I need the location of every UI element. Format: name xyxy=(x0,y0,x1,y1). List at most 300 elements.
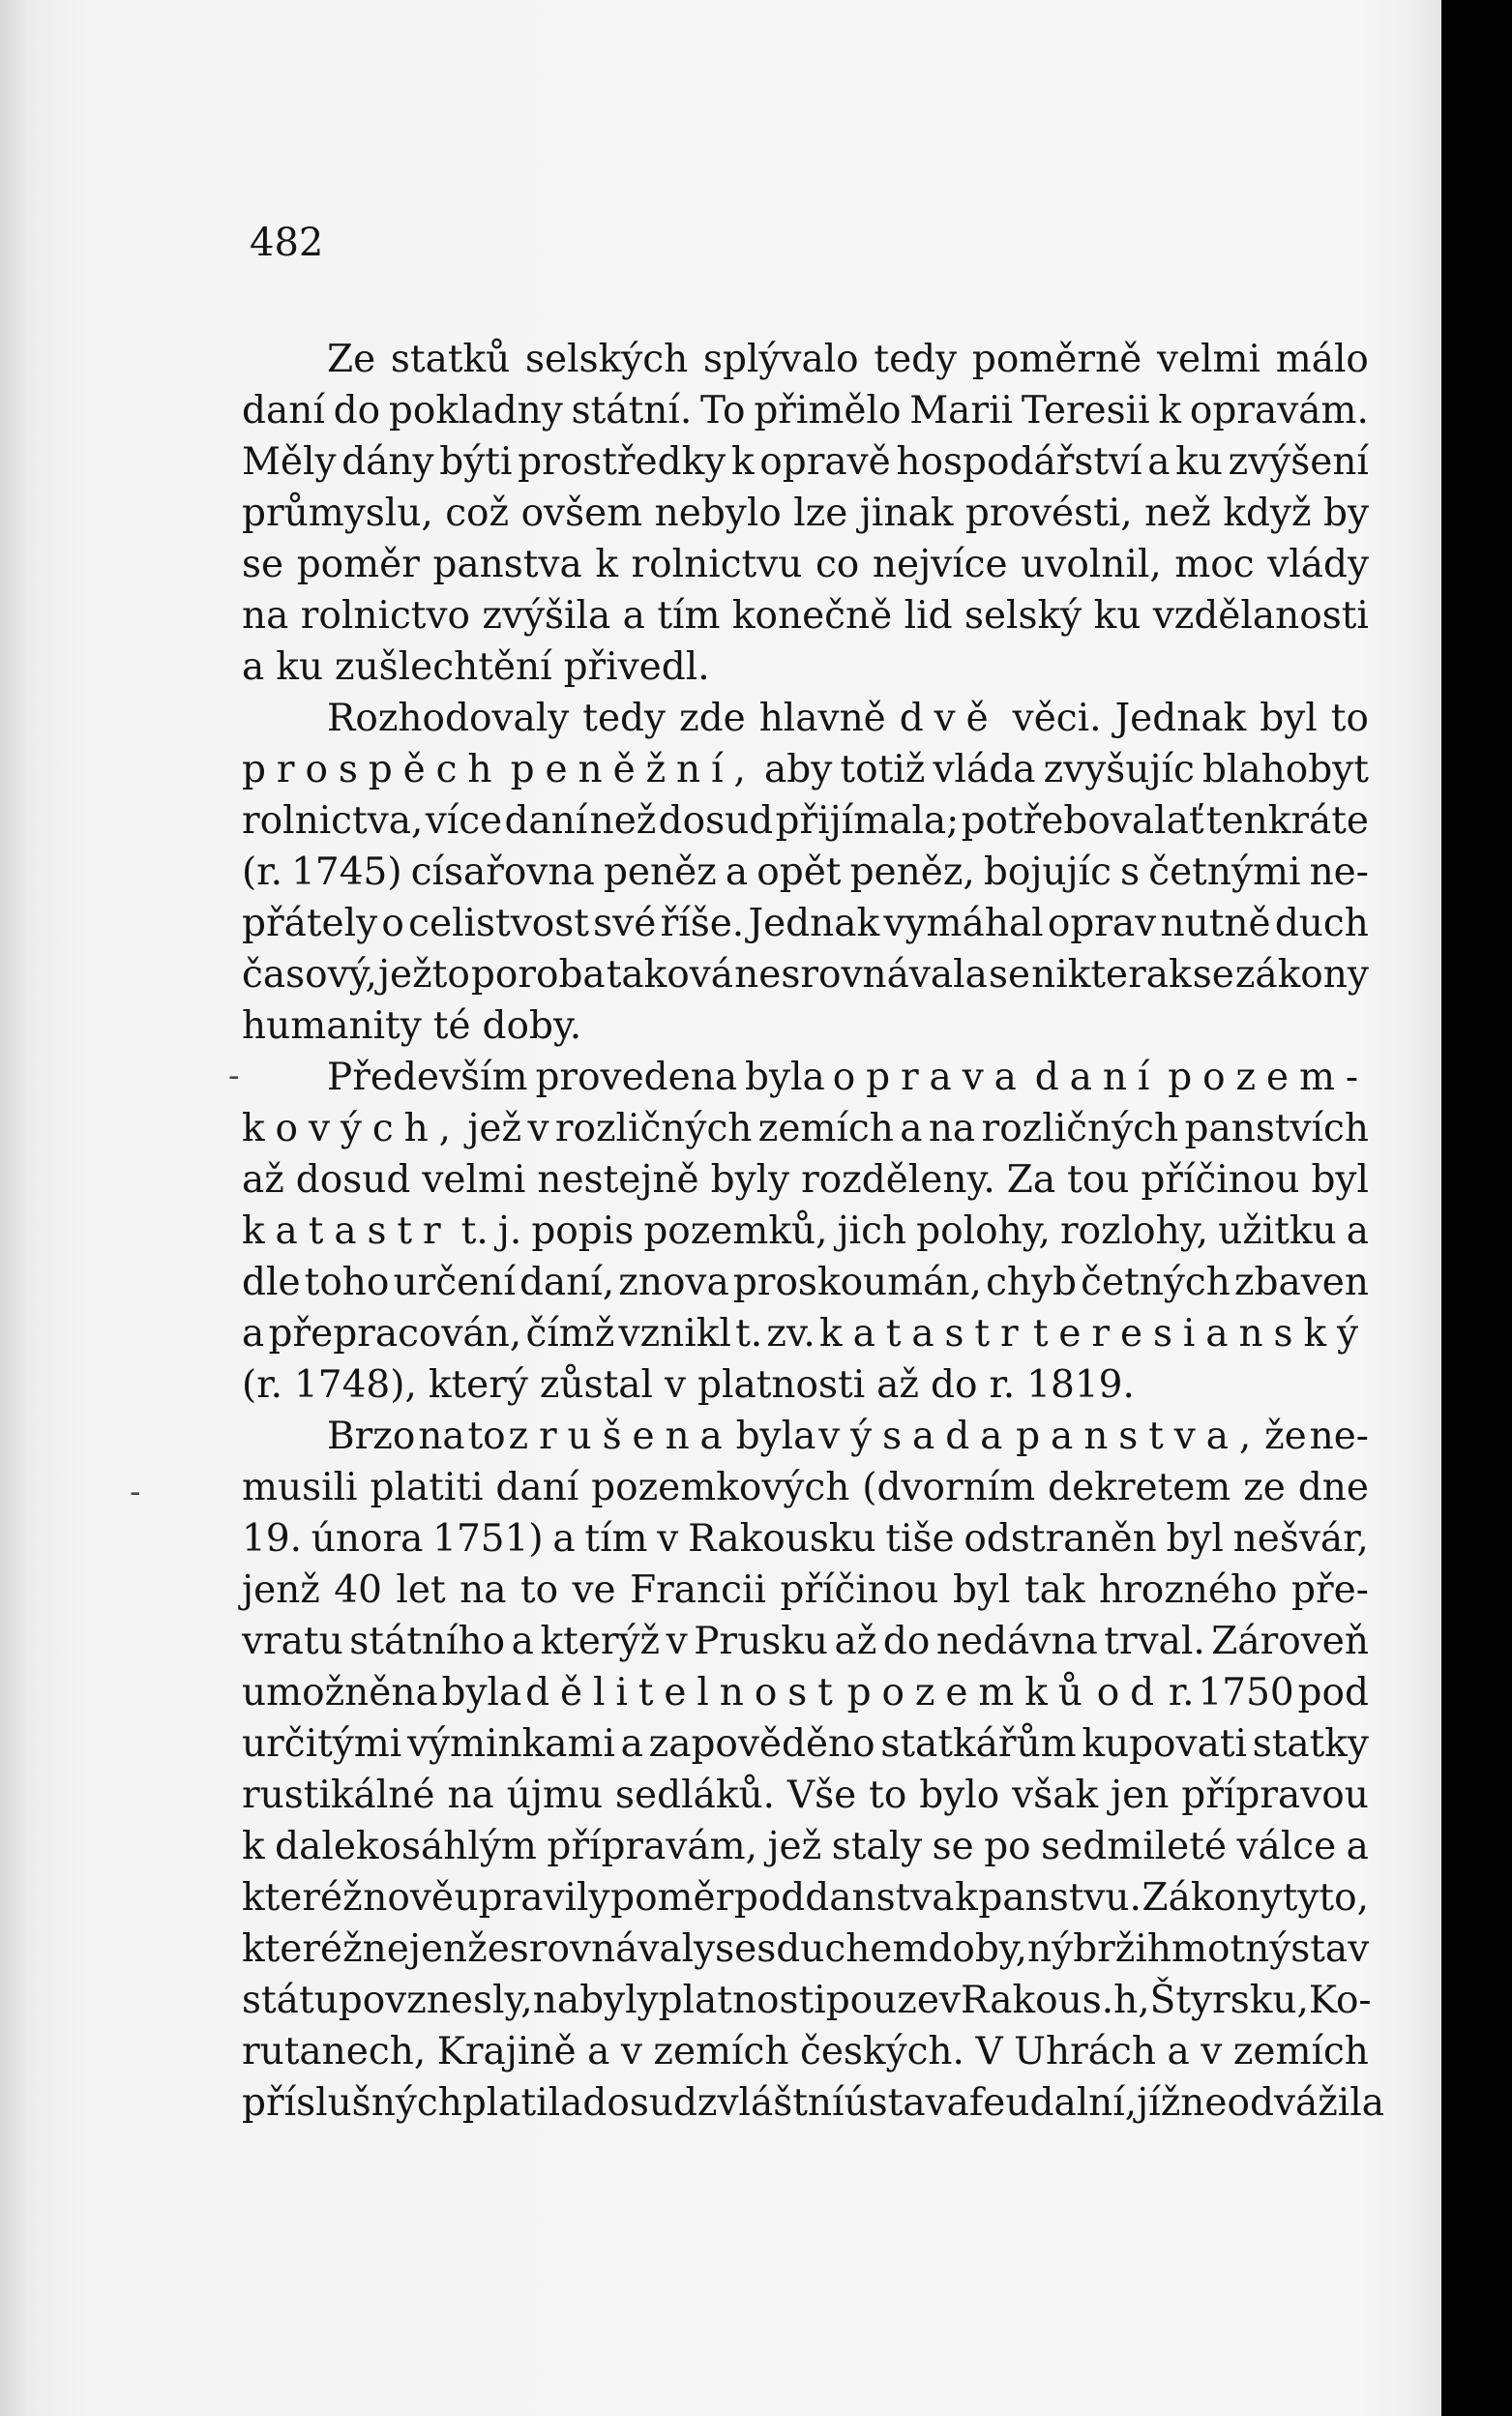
word: (r. xyxy=(242,850,282,894)
word: než xyxy=(589,799,657,843)
word: v xyxy=(527,1107,549,1150)
word: vláda xyxy=(933,748,1036,791)
text-line xyxy=(242,744,1369,795)
word: daní, xyxy=(519,1261,615,1304)
word: byl xyxy=(953,1568,1011,1612)
word: věci. xyxy=(1012,697,1102,740)
word: určení xyxy=(393,1261,516,1304)
word: Zákony xyxy=(1141,1876,1283,1920)
word: v xyxy=(1201,2030,1223,2073)
word: tedy xyxy=(582,697,667,740)
word: peněz, xyxy=(849,850,975,894)
body-text xyxy=(242,334,1384,2129)
word: v xyxy=(657,1517,679,1561)
word: Za xyxy=(1006,1158,1056,1202)
word: Měly xyxy=(242,440,337,484)
word: neodvážila xyxy=(1180,2081,1384,2125)
word: opravám. xyxy=(1189,389,1369,432)
word: na xyxy=(242,594,289,638)
word: k xyxy=(1158,389,1182,432)
word: se xyxy=(988,953,1031,997)
word: že xyxy=(467,1927,510,1971)
word: celistvost xyxy=(408,902,589,945)
word: trval. xyxy=(1104,1620,1205,1663)
word: hlavně xyxy=(758,697,886,740)
word: na xyxy=(460,1568,507,1612)
word: rutanech, xyxy=(242,2030,427,2073)
word: dne xyxy=(1297,1466,1369,1509)
text-line xyxy=(242,590,1369,641)
word: Marii xyxy=(909,389,1014,432)
text-line xyxy=(242,1975,1372,2026)
word: rolnictvo xyxy=(300,594,470,638)
word: opět xyxy=(756,850,842,894)
word: byl xyxy=(1311,1158,1369,1202)
word: vymáhal xyxy=(883,902,1044,945)
word: dosud xyxy=(658,799,774,843)
word: jíž xyxy=(1137,2081,1181,2125)
word: přivedl. xyxy=(563,645,710,689)
word: (r. xyxy=(242,1363,282,1407)
word: hrozného xyxy=(1098,1568,1278,1612)
word: statků xyxy=(390,338,511,381)
word: tím xyxy=(657,594,721,638)
word: od xyxy=(1096,1671,1165,1715)
word: v xyxy=(666,1620,688,1663)
word: pozemků, xyxy=(643,1209,828,1253)
word: Brzo xyxy=(327,1415,416,1458)
word: bojujíc xyxy=(983,850,1112,894)
word: vlády xyxy=(1267,543,1369,586)
word: však xyxy=(1012,1774,1099,1817)
word: lze xyxy=(793,492,848,535)
word: daní xyxy=(242,389,325,432)
word: málo xyxy=(1275,338,1369,381)
word: Rozhodovaly xyxy=(327,697,570,740)
word: zapověděno xyxy=(648,1722,875,1766)
word: jež xyxy=(467,1107,522,1150)
word: byla xyxy=(735,1415,816,1458)
text-line xyxy=(242,2077,1384,2129)
word: jen xyxy=(1111,1774,1170,1817)
word: ku xyxy=(1093,594,1141,638)
word: zvýšila xyxy=(482,594,611,638)
word: ústava xyxy=(844,2081,969,2125)
text-line xyxy=(242,436,1369,488)
text-line xyxy=(242,1821,1369,1872)
word: peněžní, xyxy=(510,748,756,791)
word: teresianský xyxy=(1032,1312,1369,1356)
word: statky xyxy=(1252,1722,1369,1766)
word: určitými xyxy=(242,1722,402,1766)
word: panstvu. xyxy=(978,1876,1141,1920)
word: oprav xyxy=(1047,902,1157,945)
word: poddanstva xyxy=(733,1876,955,1920)
word: ne- xyxy=(1309,850,1369,894)
text-line xyxy=(242,1872,1369,1924)
word: stav xyxy=(1290,1927,1370,1971)
word: byla xyxy=(745,1056,825,1099)
word: a xyxy=(622,594,645,638)
word: upravily xyxy=(454,1876,610,1920)
word: újmu xyxy=(506,1774,604,1817)
word: (dvorním xyxy=(862,1466,1036,1509)
text-line xyxy=(242,1565,1369,1616)
word: v xyxy=(665,1363,687,1407)
word: se xyxy=(715,1927,757,1971)
word: užitku xyxy=(1218,1209,1337,1253)
word: polohy, xyxy=(916,1209,1051,1253)
word: byly xyxy=(710,1158,790,1202)
word: provedena xyxy=(535,1056,738,1099)
word: Vše xyxy=(786,1774,857,1817)
word: vznikl xyxy=(618,1312,731,1356)
word: panstvích xyxy=(1184,1107,1369,1150)
word: nebylo xyxy=(654,492,782,535)
word: Prusku xyxy=(694,1620,828,1663)
text-line xyxy=(242,693,1369,744)
word: k xyxy=(595,543,618,586)
word: průmyslu, xyxy=(242,492,433,535)
word: platnosti xyxy=(658,1979,826,2022)
word: rolnictva, xyxy=(242,799,424,843)
word: nabyly xyxy=(532,1979,659,2022)
word: velmi xyxy=(422,1158,526,1202)
word: pozemkových xyxy=(591,1466,850,1509)
word: dekretem xyxy=(1048,1466,1231,1509)
word: února xyxy=(311,1517,424,1561)
word: Rakousku xyxy=(688,1517,876,1561)
text-line xyxy=(242,1924,1369,1975)
word: zemích xyxy=(653,2030,789,2073)
word: zvýšení xyxy=(1228,440,1369,484)
word: dány xyxy=(341,440,434,484)
word: V xyxy=(975,2030,1003,2073)
margin-mark: - xyxy=(228,1057,240,1095)
word: čímž xyxy=(525,1312,615,1356)
word: do xyxy=(882,1620,931,1663)
text-line xyxy=(242,1103,1369,1154)
word: prospěch xyxy=(242,748,503,791)
word: k xyxy=(955,1876,978,1920)
text-line xyxy=(242,1462,1369,1513)
word: panstva, xyxy=(1016,1415,1262,1458)
word: Uhrách xyxy=(1014,2030,1156,2073)
word: se xyxy=(242,543,284,586)
word: zvyšujíc xyxy=(1043,748,1195,791)
word: daní xyxy=(1034,1056,1161,1099)
word: v xyxy=(620,2030,642,2073)
word: rozděleny. xyxy=(801,1158,995,1202)
word: říše. xyxy=(660,902,745,945)
text-line xyxy=(242,898,1369,949)
word: moc xyxy=(1174,543,1255,586)
word: i xyxy=(1135,1927,1147,1971)
word: na xyxy=(447,1774,494,1817)
text-line xyxy=(242,1718,1369,1770)
word: vratu xyxy=(242,1620,343,1663)
word: panstva xyxy=(432,543,582,586)
word: katastr xyxy=(242,1209,452,1253)
word: než xyxy=(1144,492,1211,535)
word: to xyxy=(467,1415,506,1458)
text-line xyxy=(242,488,1369,539)
word: jich xyxy=(837,1209,907,1253)
word: jež xyxy=(767,1825,822,1868)
word: časový, xyxy=(242,953,377,997)
word: zůstal xyxy=(539,1363,653,1407)
word: 1748), xyxy=(293,1363,417,1407)
word: zákony xyxy=(1234,953,1369,997)
word: do xyxy=(930,1363,978,1407)
word: což xyxy=(445,492,510,535)
word: zvláštní xyxy=(697,2081,845,2125)
word: příčinou xyxy=(780,1568,939,1612)
word: vzdělanosti xyxy=(1152,594,1369,638)
word: Krajině xyxy=(436,2030,577,2073)
word: proskoumán, xyxy=(732,1261,982,1304)
word: Teresii xyxy=(1021,389,1150,432)
word: duch xyxy=(1274,902,1369,945)
word: ze xyxy=(1243,1466,1286,1509)
word: kupovati xyxy=(1082,1722,1247,1766)
word: výminkami xyxy=(406,1722,615,1766)
word: poroba xyxy=(470,953,606,997)
word: rozličných xyxy=(554,1107,753,1150)
word: doby. xyxy=(482,1004,582,1048)
word: přípravám, xyxy=(547,1825,757,1868)
word: t. xyxy=(735,1312,763,1356)
word: chyb xyxy=(986,1261,1078,1304)
word: státu xyxy=(242,1979,339,2022)
word: to xyxy=(869,1774,907,1817)
word: státního xyxy=(349,1620,506,1663)
word: ku xyxy=(1175,440,1223,484)
word: tedy xyxy=(874,338,958,381)
page-number: 482 xyxy=(250,221,324,265)
word: k xyxy=(730,440,755,484)
word: a xyxy=(242,1312,265,1356)
word: zv. xyxy=(766,1312,815,1356)
word: byl xyxy=(1260,697,1318,740)
word: té xyxy=(432,1004,471,1048)
word: ne- xyxy=(1309,1415,1369,1458)
word: dalekosáhlým xyxy=(275,1825,537,1868)
text-line xyxy=(242,1616,1369,1667)
word: 1745) xyxy=(291,850,402,894)
word: kteréž xyxy=(242,1927,363,1971)
text-line xyxy=(242,2026,1369,2077)
word: nestejně xyxy=(537,1158,699,1202)
word: až xyxy=(242,1158,284,1202)
word: sedláků. xyxy=(615,1774,775,1817)
word: blahobyt xyxy=(1201,748,1369,791)
word: aby xyxy=(763,748,833,791)
word: pokladny xyxy=(388,389,563,432)
text-line xyxy=(242,1770,1369,1821)
word: nešvár, xyxy=(1232,1517,1369,1561)
text-line xyxy=(242,1206,1369,1257)
word: Francii xyxy=(630,1568,766,1612)
word: přípravou xyxy=(1181,1774,1369,1817)
word: po xyxy=(984,1825,1031,1868)
word: potřebovalať xyxy=(961,799,1204,843)
word: velmi xyxy=(1156,338,1260,381)
word: platnosti xyxy=(697,1363,866,1407)
word: jenž xyxy=(242,1568,320,1612)
word: selský xyxy=(964,594,1082,638)
word: rolnictvu xyxy=(631,543,803,586)
word: co xyxy=(815,543,860,586)
word: povznesly, xyxy=(338,1979,533,2022)
word: znova xyxy=(618,1261,729,1304)
word: Zároveň xyxy=(1211,1620,1369,1663)
word: byl xyxy=(1166,1517,1224,1561)
word: Rakous. xyxy=(960,1979,1114,2022)
word: 1819. xyxy=(1026,1363,1135,1407)
word: ku xyxy=(276,645,324,689)
word: peněz xyxy=(603,850,717,894)
word: když xyxy=(1223,492,1312,535)
word: let xyxy=(396,1568,446,1612)
word: a xyxy=(552,1517,576,1561)
word: 40 xyxy=(334,1568,382,1612)
word: nově xyxy=(363,1876,454,1920)
word: a xyxy=(1346,1825,1369,1868)
word: ve xyxy=(572,1568,616,1612)
word: a xyxy=(725,850,749,894)
word: platiti xyxy=(370,1466,484,1509)
word: a xyxy=(1346,1209,1369,1253)
word: přijímala; xyxy=(775,799,960,843)
word: pouze xyxy=(825,1979,939,2022)
word: r. xyxy=(1168,1671,1195,1715)
word: poměr xyxy=(610,1876,734,1920)
word: přimělo xyxy=(754,389,902,432)
word: doby, xyxy=(928,1927,1028,1971)
word: oprava xyxy=(832,1056,1027,1099)
text-line xyxy=(242,641,1369,693)
word: a xyxy=(900,1107,923,1150)
word: h, xyxy=(1113,1979,1150,2022)
word: na xyxy=(418,1415,465,1458)
word: dělitelnost xyxy=(525,1671,844,1715)
word: tím xyxy=(584,1517,648,1561)
word: popis xyxy=(531,1209,635,1253)
word: který xyxy=(428,1363,528,1407)
text-line xyxy=(242,539,1369,590)
word: Jednak xyxy=(748,902,880,945)
word: to xyxy=(1330,697,1369,740)
text-line xyxy=(242,1667,1369,1718)
word: a xyxy=(620,1722,643,1766)
word: v xyxy=(938,1979,961,2022)
word: to xyxy=(519,1568,559,1612)
word: ježto xyxy=(377,953,470,997)
word: 19. xyxy=(242,1517,303,1561)
word: kových, xyxy=(242,1107,461,1150)
word: toho xyxy=(304,1261,390,1304)
word: přátely xyxy=(242,902,378,945)
word: rustikálné xyxy=(242,1774,435,1817)
word: opravě xyxy=(759,440,891,484)
word: zbaven xyxy=(1234,1261,1369,1304)
scan-border xyxy=(1441,0,1512,2416)
word: že xyxy=(1264,1415,1307,1458)
word: tak xyxy=(1023,1568,1085,1612)
word: pozem- xyxy=(1168,1056,1369,1099)
word: tou xyxy=(1067,1158,1130,1202)
word: dvě xyxy=(899,697,999,740)
word: nesrovnávala xyxy=(734,953,988,997)
text-line xyxy=(242,847,1369,898)
word: s xyxy=(1120,850,1141,894)
word: ovšem xyxy=(520,492,643,535)
text-line xyxy=(242,1308,1369,1359)
word: o xyxy=(381,902,404,945)
word: býti xyxy=(439,440,513,484)
text-line xyxy=(242,949,1369,1000)
text-line xyxy=(242,795,1369,847)
word: Jednak xyxy=(1114,697,1247,740)
word: příčinou xyxy=(1141,1158,1300,1202)
word: zrušena xyxy=(508,1415,733,1458)
word: hmotný xyxy=(1146,1927,1291,1971)
word: pozemků xyxy=(846,1671,1093,1715)
word: lid xyxy=(904,594,953,638)
word: tyto, xyxy=(1282,1876,1369,1920)
word: zde xyxy=(679,697,746,740)
word: s xyxy=(756,1927,777,1971)
word: 1751) xyxy=(432,1517,544,1561)
word: selských xyxy=(525,338,689,381)
word: by xyxy=(1322,492,1369,535)
word: pod xyxy=(1297,1671,1369,1715)
text-line xyxy=(242,1257,1369,1308)
word: jinak xyxy=(859,492,954,535)
word: totiž xyxy=(840,748,926,791)
word: nikterak xyxy=(1031,953,1192,997)
word: srovnávaly xyxy=(509,1927,716,1971)
word: kterýž xyxy=(540,1620,661,1663)
text-line xyxy=(242,1411,1369,1462)
word: humanity xyxy=(242,1004,422,1048)
word: pře- xyxy=(1291,1568,1369,1612)
word: tenkráte xyxy=(1205,799,1369,843)
word: dosud xyxy=(295,1158,411,1202)
word: splývalo xyxy=(702,338,859,381)
word: statkářům xyxy=(880,1722,1077,1766)
word: To xyxy=(700,389,746,432)
word: nejen xyxy=(362,1927,468,1971)
word: umožněna xyxy=(242,1671,438,1715)
word: poměrně xyxy=(971,338,1142,381)
word: j. xyxy=(497,1209,522,1253)
word: a xyxy=(1147,440,1171,484)
word: kteréž xyxy=(242,1876,363,1920)
word: až xyxy=(834,1620,877,1663)
word: na xyxy=(928,1107,976,1150)
word: dle xyxy=(242,1261,301,1304)
word: feudalní, xyxy=(968,2081,1138,2125)
text-line xyxy=(242,1513,1369,1565)
word: prostředky xyxy=(518,440,726,484)
word: t. xyxy=(460,1209,489,1253)
word: Především xyxy=(327,1056,528,1099)
word: a xyxy=(1167,2030,1190,2073)
text-line xyxy=(242,385,1369,436)
word: nutně xyxy=(1160,902,1271,945)
